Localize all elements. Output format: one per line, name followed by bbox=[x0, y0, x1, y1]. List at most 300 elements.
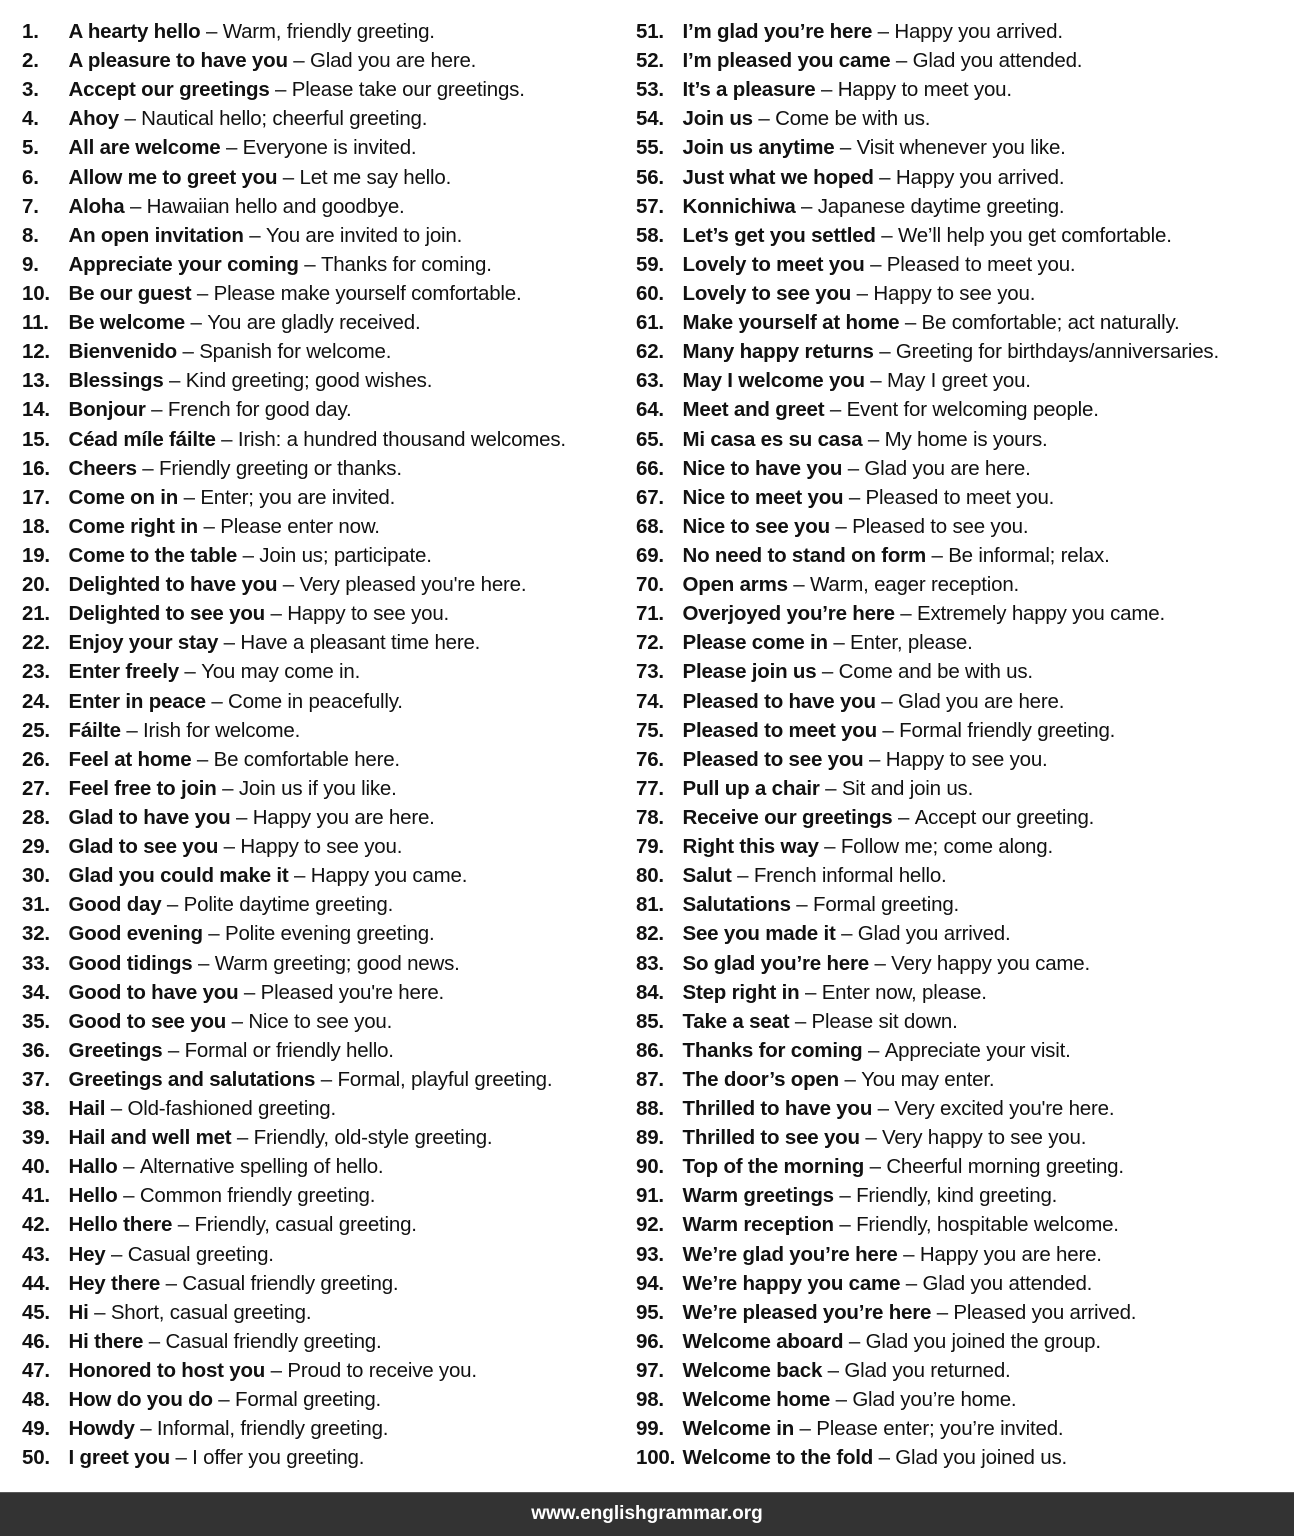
item-term: Hey there bbox=[68, 1271, 161, 1295]
item-separator: – bbox=[226, 1009, 249, 1033]
list-item bbox=[636, 919, 1286, 948]
item-term: Feel at home bbox=[68, 747, 192, 771]
item-definition: Be comfortable here. bbox=[213, 747, 400, 771]
item-separator: – bbox=[218, 631, 241, 655]
item-number: 61. bbox=[636, 311, 664, 335]
item-definition: Glad you are here. bbox=[864, 456, 1031, 480]
item-definition: Kind greeting; good wishes. bbox=[185, 369, 433, 393]
list-item bbox=[636, 1123, 1286, 1152]
item-definition: Nautical hello; cheerful greeting. bbox=[141, 107, 428, 131]
item-definition: Greeting for birthdays/anniversaries. bbox=[895, 340, 1219, 364]
item-definition: Spanish for welcome. bbox=[199, 340, 392, 364]
item-definition: Short, casual greeting. bbox=[110, 1300, 312, 1324]
list-item bbox=[22, 308, 622, 337]
item-separator: – bbox=[931, 1300, 954, 1324]
item-term: Aloha bbox=[68, 194, 125, 218]
list-item bbox=[636, 745, 1286, 774]
item-number: 50. bbox=[22, 1446, 50, 1470]
item-term: Step right in bbox=[682, 980, 800, 1004]
item-definition: Appreciate your visit. bbox=[884, 1038, 1071, 1062]
item-definition: Glad you are here. bbox=[309, 49, 477, 73]
list-item bbox=[22, 774, 622, 803]
item-separator: – bbox=[124, 194, 147, 218]
list-item bbox=[22, 17, 622, 46]
item-term: Open arms bbox=[682, 573, 788, 597]
list-item bbox=[22, 1240, 622, 1269]
item-number: 41. bbox=[22, 1184, 50, 1208]
item-number: 8. bbox=[22, 223, 39, 247]
list-item bbox=[636, 512, 1286, 541]
item-separator: – bbox=[277, 573, 300, 597]
list-item bbox=[636, 104, 1286, 133]
item-separator: – bbox=[799, 980, 822, 1004]
item-separator: – bbox=[172, 1213, 195, 1237]
item-term: Delighted to have you bbox=[68, 573, 278, 597]
item-term: Nice to meet you bbox=[682, 485, 844, 509]
list-item bbox=[22, 628, 622, 657]
item-definition: Event for welcoming people. bbox=[846, 398, 1099, 422]
list-item bbox=[636, 1327, 1286, 1356]
item-separator: – bbox=[862, 1038, 885, 1062]
item-term: The door’s open bbox=[682, 1067, 839, 1091]
item-number: 40. bbox=[22, 1155, 50, 1179]
item-separator: – bbox=[827, 631, 851, 655]
item-number: 18. bbox=[22, 514, 50, 538]
item-number: 96. bbox=[636, 1329, 664, 1353]
list-item bbox=[22, 687, 622, 716]
item-definition: Have a pleasant time here. bbox=[240, 631, 481, 655]
item-number: 90. bbox=[636, 1155, 664, 1179]
item-definition: Happy to see you. bbox=[240, 835, 403, 859]
item-number: 71. bbox=[636, 602, 664, 626]
item-definition: Join us if you like. bbox=[238, 776, 397, 800]
item-definition: Warm, friendly greeting. bbox=[222, 20, 435, 43]
list-item bbox=[22, 337, 622, 366]
item-separator: – bbox=[117, 1184, 140, 1208]
item-separator: – bbox=[873, 340, 896, 364]
item-number: 11. bbox=[22, 311, 49, 335]
item-number: 22. bbox=[22, 631, 50, 655]
item-separator: – bbox=[269, 78, 292, 102]
item-definition: Join us; participate. bbox=[259, 543, 432, 567]
item-separator: – bbox=[897, 1242, 920, 1266]
item-number: 92. bbox=[636, 1213, 664, 1237]
item-separator: – bbox=[191, 281, 214, 305]
item-definition: Cheerful morning greeting. bbox=[886, 1155, 1124, 1179]
item-separator: – bbox=[899, 311, 922, 335]
item-term: Enter freely bbox=[68, 660, 179, 684]
item-definition: Please enter; you’re invited. bbox=[816, 1417, 1064, 1441]
item-number: 88. bbox=[636, 1097, 664, 1121]
item-definition: Glad you are here. bbox=[898, 689, 1065, 713]
item-separator: – bbox=[118, 107, 142, 131]
item-number: 9. bbox=[22, 252, 39, 276]
item-term: Many happy returns bbox=[682, 340, 874, 364]
item-term: Good evening bbox=[68, 922, 203, 946]
item-separator: – bbox=[160, 1271, 183, 1295]
item-number: 100. bbox=[636, 1446, 676, 1470]
item-separator: – bbox=[843, 485, 866, 509]
item-term: So glad you’re here bbox=[682, 951, 869, 975]
item-term: Greetings bbox=[68, 1038, 163, 1062]
list-item bbox=[636, 1007, 1286, 1036]
item-number: 51. bbox=[636, 20, 664, 43]
item-separator: – bbox=[842, 456, 865, 480]
item-separator: – bbox=[833, 1213, 857, 1237]
list-item bbox=[22, 949, 622, 978]
list-item bbox=[22, 890, 622, 919]
item-separator: – bbox=[136, 456, 160, 480]
item-definition: Friendly, kind greeting. bbox=[856, 1184, 1058, 1208]
item-definition: Friendly, casual greeting. bbox=[194, 1213, 417, 1237]
item-separator: – bbox=[790, 893, 813, 917]
item-term: Pleased to have you bbox=[682, 689, 876, 713]
item-definition: Alternative spelling of hello. bbox=[139, 1155, 384, 1179]
item-number: 60. bbox=[636, 281, 664, 305]
item-number: 43. bbox=[22, 1242, 50, 1266]
list-item bbox=[636, 1385, 1286, 1414]
list-item bbox=[636, 250, 1286, 279]
list-item bbox=[636, 1094, 1286, 1123]
list-item bbox=[22, 512, 622, 541]
item-term: Come on in bbox=[68, 485, 179, 509]
list-item bbox=[636, 337, 1286, 366]
item-definition: Visit whenever you like. bbox=[856, 136, 1066, 160]
item-separator: – bbox=[177, 340, 200, 364]
list-item bbox=[636, 774, 1286, 803]
item-definition: Japanese daytime greeting. bbox=[817, 194, 1065, 218]
item-separator: – bbox=[243, 223, 266, 247]
item-definition: Happy you arrived. bbox=[895, 165, 1065, 189]
item-definition: Everyone is invited. bbox=[242, 136, 417, 160]
item-term: Hail bbox=[68, 1097, 106, 1121]
item-number: 85. bbox=[636, 1009, 664, 1033]
item-number: 54. bbox=[636, 107, 664, 131]
item-number: 20. bbox=[22, 573, 50, 597]
list-item bbox=[22, 163, 622, 192]
item-term: An open invitation bbox=[68, 223, 244, 247]
item-number: 28. bbox=[22, 805, 50, 829]
item-term: We’re happy you came bbox=[682, 1271, 901, 1295]
list-item bbox=[636, 1269, 1286, 1298]
item-separator: – bbox=[88, 1300, 111, 1324]
item-number: 87. bbox=[636, 1067, 664, 1091]
item-number: 89. bbox=[636, 1126, 664, 1150]
item-definition: Very happy to see you. bbox=[882, 1126, 1087, 1150]
item-separator: – bbox=[277, 165, 300, 189]
list-item bbox=[636, 716, 1286, 745]
item-number: 26. bbox=[22, 747, 50, 771]
item-number: 74. bbox=[636, 689, 664, 713]
item-definition: Extremely happy you came. bbox=[917, 602, 1165, 626]
list-item bbox=[636, 192, 1286, 221]
item-separator: – bbox=[822, 1359, 845, 1383]
item-definition: You are invited to join. bbox=[265, 223, 463, 247]
item-definition: Casual friendly greeting. bbox=[165, 1329, 382, 1353]
item-number: 15. bbox=[22, 427, 50, 451]
item-separator: – bbox=[872, 20, 895, 43]
item-definition: Formal or friendly hello. bbox=[184, 1038, 394, 1062]
list-item bbox=[22, 425, 622, 454]
item-number: 55. bbox=[636, 136, 664, 160]
item-term: Enter in peace bbox=[68, 689, 206, 713]
item-term: Nice to have you bbox=[682, 456, 843, 480]
item-definition: Pleased you arrived. bbox=[953, 1300, 1137, 1324]
item-number: 62. bbox=[636, 340, 664, 364]
list-item bbox=[22, 978, 622, 1007]
item-separator: – bbox=[162, 1038, 185, 1062]
item-separator: – bbox=[868, 951, 892, 975]
item-number: 39. bbox=[22, 1126, 50, 1150]
item-term: Good to have you bbox=[68, 980, 239, 1004]
item-term: All are welcome bbox=[68, 136, 221, 160]
item-separator: – bbox=[315, 1067, 338, 1091]
item-number: 17. bbox=[22, 485, 50, 509]
list-item bbox=[636, 570, 1286, 599]
item-definition: Glad you returned. bbox=[844, 1359, 1011, 1383]
item-separator: – bbox=[843, 1329, 866, 1353]
item-number: 72. bbox=[636, 631, 664, 655]
item-number: 70. bbox=[636, 573, 664, 597]
item-number: 97. bbox=[636, 1359, 664, 1383]
item-number: 38. bbox=[22, 1097, 50, 1121]
item-term: Accept our greetings bbox=[68, 78, 270, 102]
item-separator: – bbox=[834, 136, 857, 160]
list-item bbox=[636, 17, 1286, 46]
item-term: Just what we hoped bbox=[682, 165, 874, 189]
list-item bbox=[636, 861, 1286, 890]
item-separator: – bbox=[818, 835, 841, 859]
greetings-list-left bbox=[22, 17, 622, 1472]
item-number: 10. bbox=[22, 281, 50, 305]
item-number: 25. bbox=[22, 718, 50, 742]
item-number: 16. bbox=[22, 456, 50, 480]
list-item bbox=[636, 1036, 1286, 1065]
item-definition: Warm greeting; good news. bbox=[214, 951, 460, 975]
item-definition: Be comfortable; act naturally. bbox=[921, 311, 1180, 335]
item-number: 95. bbox=[636, 1300, 664, 1324]
item-separator: – bbox=[925, 543, 949, 567]
item-number: 48. bbox=[22, 1388, 50, 1412]
item-definition: Warm, eager reception. bbox=[810, 573, 1020, 597]
item-definition: Formal greeting. bbox=[235, 1388, 382, 1412]
item-term: Enjoy your stay bbox=[68, 631, 219, 655]
item-separator: – bbox=[178, 660, 202, 684]
item-term: Pleased to see you bbox=[682, 747, 864, 771]
item-definition: Formal greeting. bbox=[813, 893, 960, 917]
list-item bbox=[636, 366, 1286, 395]
list-item bbox=[636, 1181, 1286, 1210]
item-definition: We’ll help you get comfortable. bbox=[897, 223, 1172, 247]
list-item bbox=[636, 890, 1286, 919]
item-separator: – bbox=[231, 1126, 254, 1150]
item-separator: – bbox=[163, 369, 186, 393]
item-separator: – bbox=[851, 281, 874, 305]
list-item bbox=[636, 46, 1286, 75]
list-item bbox=[22, 483, 622, 512]
list-item bbox=[22, 1094, 622, 1123]
item-number: 21. bbox=[22, 602, 50, 626]
item-definition: Happy you are here. bbox=[919, 1242, 1102, 1266]
item-term: Pull up a chair bbox=[682, 776, 820, 800]
item-term: Come to the table bbox=[68, 543, 238, 567]
item-number: 30. bbox=[22, 864, 50, 888]
item-definition: Please enter now. bbox=[220, 514, 380, 538]
list-item bbox=[636, 803, 1286, 832]
item-number: 1. bbox=[22, 20, 39, 43]
item-definition: Follow me; come along. bbox=[840, 835, 1053, 859]
item-separator: – bbox=[202, 922, 225, 946]
list-item bbox=[22, 570, 622, 599]
item-number: 75. bbox=[636, 718, 664, 742]
item-number: 83. bbox=[636, 951, 664, 975]
item-term: Good tidings bbox=[68, 951, 193, 975]
item-number: 44. bbox=[22, 1271, 50, 1295]
item-term: I’m pleased you came bbox=[682, 49, 891, 73]
list-item bbox=[636, 657, 1286, 686]
list-item bbox=[636, 1443, 1286, 1472]
footer-banner bbox=[0, 1492, 1294, 1536]
item-term: How do you do bbox=[68, 1388, 213, 1412]
list-item bbox=[22, 192, 622, 221]
item-definition: Glad you attended. bbox=[922, 1271, 1093, 1295]
item-term: Glad to have you bbox=[68, 805, 231, 829]
item-separator: – bbox=[161, 893, 184, 917]
item-term: Please join us bbox=[682, 660, 817, 684]
list-item bbox=[22, 1356, 622, 1385]
item-number: 12. bbox=[22, 340, 50, 364]
item-number: 36. bbox=[22, 1038, 50, 1062]
list-item bbox=[22, 104, 622, 133]
item-number: 7. bbox=[22, 194, 39, 218]
item-number: 24. bbox=[22, 689, 50, 713]
item-definition: Enter now, please. bbox=[821, 980, 987, 1004]
item-separator: – bbox=[218, 835, 241, 859]
item-separator: – bbox=[816, 660, 839, 684]
item-number: 53. bbox=[636, 78, 664, 102]
item-number: 86. bbox=[636, 1038, 664, 1062]
item-number: 84. bbox=[636, 980, 664, 1004]
list-item bbox=[636, 1298, 1286, 1327]
item-number: 82. bbox=[636, 922, 664, 946]
list-item bbox=[22, 1298, 622, 1327]
item-number: 73. bbox=[636, 660, 664, 684]
item-definition: Very happy you came. bbox=[891, 951, 1090, 975]
item-separator: – bbox=[875, 223, 898, 247]
item-definition: Very pleased you're here. bbox=[299, 573, 527, 597]
item-number: 47. bbox=[22, 1359, 50, 1383]
item-definition: Friendly, old-style greeting. bbox=[253, 1126, 493, 1150]
item-separator: – bbox=[205, 689, 229, 713]
list-item bbox=[22, 832, 622, 861]
item-separator: – bbox=[787, 573, 810, 597]
item-definition: Happy you came. bbox=[310, 864, 468, 888]
item-term: Right this way bbox=[682, 835, 819, 859]
item-term: Welcome aboard bbox=[682, 1329, 844, 1353]
item-number: 33. bbox=[22, 951, 50, 975]
item-term: Join us bbox=[682, 107, 753, 131]
item-number: 45. bbox=[22, 1300, 50, 1324]
item-separator: – bbox=[863, 747, 886, 771]
list-item bbox=[22, 75, 622, 104]
item-definition: Happy you arrived. bbox=[894, 20, 1063, 43]
item-term: Warm reception bbox=[682, 1213, 834, 1237]
list-item bbox=[22, 657, 622, 686]
item-separator: – bbox=[185, 311, 208, 335]
item-term: Come right in bbox=[68, 514, 199, 538]
item-number: 23. bbox=[22, 660, 50, 684]
item-definition: Very excited you're here. bbox=[894, 1097, 1115, 1121]
item-definition: Irish: a hundred thousand welcomes. bbox=[237, 427, 566, 451]
item-separator: – bbox=[264, 602, 288, 626]
item-term: May I welcome you bbox=[682, 369, 865, 393]
item-number: 65. bbox=[636, 427, 664, 451]
greetings-list-right bbox=[636, 17, 1286, 1472]
list-item bbox=[22, 599, 622, 628]
item-term: Be welcome bbox=[68, 311, 185, 335]
item-number: 58. bbox=[636, 223, 664, 247]
item-number: 4. bbox=[22, 107, 39, 131]
item-number: 14. bbox=[22, 398, 50, 422]
item-definition: Happy you are here. bbox=[252, 805, 435, 829]
item-definition: You are gladly received. bbox=[207, 311, 421, 335]
item-number: 69. bbox=[636, 543, 664, 567]
item-number: 79. bbox=[636, 835, 664, 859]
item-separator: – bbox=[835, 922, 858, 946]
item-number: 32. bbox=[22, 922, 50, 946]
item-term: Hallo bbox=[68, 1155, 118, 1179]
item-separator: – bbox=[220, 136, 243, 160]
item-separator: – bbox=[872, 1097, 895, 1121]
item-number: 27. bbox=[22, 776, 50, 800]
list-item bbox=[22, 861, 622, 890]
item-number: 49. bbox=[22, 1417, 50, 1441]
list-item bbox=[22, 133, 622, 162]
item-definition: Casual friendly greeting. bbox=[182, 1271, 399, 1295]
item-separator: – bbox=[864, 252, 887, 276]
list-item bbox=[636, 628, 1286, 657]
item-term: Join us anytime bbox=[682, 136, 835, 160]
item-definition: Formal, playful greeting. bbox=[337, 1067, 553, 1091]
item-separator: – bbox=[819, 776, 842, 800]
item-term: Allow me to greet you bbox=[68, 165, 278, 189]
list-item bbox=[636, 949, 1286, 978]
item-number: 6. bbox=[22, 165, 39, 189]
list-item bbox=[22, 279, 622, 308]
item-term: Meet and greet bbox=[682, 398, 825, 422]
item-term: I greet you bbox=[68, 1446, 170, 1470]
item-definition: Enter; you are invited. bbox=[200, 485, 396, 509]
item-separator: – bbox=[873, 1446, 896, 1470]
item-term: Hi bbox=[68, 1300, 89, 1324]
item-number: 77. bbox=[636, 776, 664, 800]
item-definition: Enter, please. bbox=[850, 631, 973, 655]
item-definition: You may come in. bbox=[201, 660, 361, 684]
item-number: 29. bbox=[22, 835, 50, 859]
item-definition: Casual greeting. bbox=[127, 1242, 274, 1266]
item-term: Honored to host you bbox=[68, 1359, 266, 1383]
item-definition: Come in peacefully. bbox=[228, 689, 403, 713]
item-number: 52. bbox=[636, 49, 664, 73]
item-term: Please come in bbox=[682, 631, 828, 655]
item-number: 63. bbox=[636, 369, 664, 393]
item-separator: – bbox=[795, 194, 818, 218]
item-term: It’s a pleasure bbox=[682, 78, 816, 102]
item-term: A hearty hello bbox=[68, 20, 201, 43]
item-term: Céad míle fáilte bbox=[68, 427, 216, 451]
item-definition: Hawaiian hello and goodbye. bbox=[146, 194, 405, 218]
item-number: 64. bbox=[636, 398, 664, 422]
